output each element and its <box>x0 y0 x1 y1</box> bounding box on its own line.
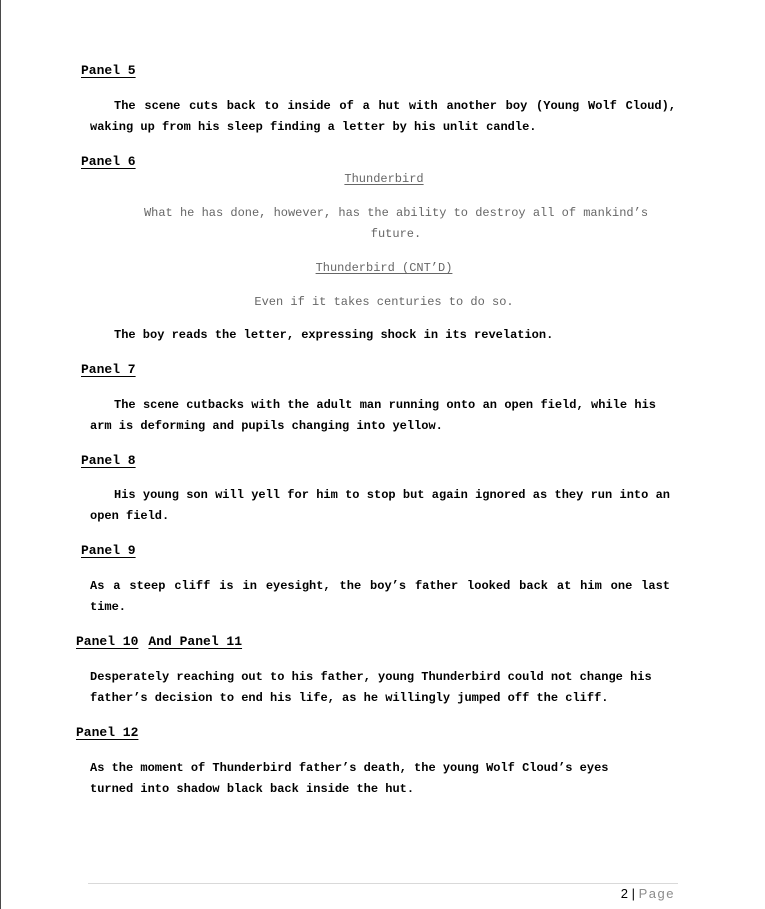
speaker-name-contd: Thunderbird (CNT’D) <box>315 261 453 275</box>
dialogue-2: Even if it takes centuries to do so. <box>254 295 514 309</box>
footer-divider <box>88 883 678 884</box>
panel-9-heading: Panel 9 <box>81 543 136 558</box>
panel-7-text: The scene cutbacks with the adult man running onto an open field, while his arm is deforming and pupils changing into yellow. <box>90 398 656 433</box>
footer-separator: | <box>631 886 635 901</box>
panel-6-action: The boy reads the letter, expressing shock in its revelation. <box>114 328 554 342</box>
page-footer <box>621 886 675 901</box>
panel-7-heading: Panel 7 <box>81 362 136 377</box>
panel-10-11-text: Desperately reaching out to his father, young Thunderbird could not change his father’s decision to end his life, as he willingly jumped off the cliff. <box>90 670 652 705</box>
panel-9-text: As a steep cliff is in eyesight, the boy’s father looked back at him one last time. <box>90 579 670 614</box>
panel-12-heading: Panel 12 <box>76 725 139 740</box>
panel-11-heading: And Panel 11 <box>148 634 243 649</box>
speaker-thunderbird-contd <box>90 258 678 279</box>
panel-12-text: As the moment of Thunderbird father’s death, the young Wolf Cloud’s eyes turned into shadow black back inside the hut. <box>90 761 609 796</box>
speaker-name: Thunderbird <box>344 172 424 186</box>
speaker-thunderbird <box>90 169 678 190</box>
panel-5-heading: Panel 5 <box>81 63 136 78</box>
dialogue-1: What he has done, however, has the ability to destroy all of mankind’s future. <box>143 206 649 241</box>
panel-8-text: His young son will yell for him to stop but again ignored as they run into an open field. <box>90 488 670 523</box>
panel-5-text: The scene cuts back to inside of a hut with another boy (Young Wolf Cloud), waking up from his sleep finding a letter by his unlit candle. <box>90 99 676 134</box>
panel-6-heading: Panel 6 <box>81 154 136 169</box>
panel-10-11-heading <box>76 634 242 650</box>
page-number: 2 <box>620 886 628 901</box>
panel-10-heading: Panel 10 <box>76 634 139 649</box>
panel-8-heading: Panel 8 <box>81 453 136 468</box>
page-label: Page <box>638 886 675 901</box>
